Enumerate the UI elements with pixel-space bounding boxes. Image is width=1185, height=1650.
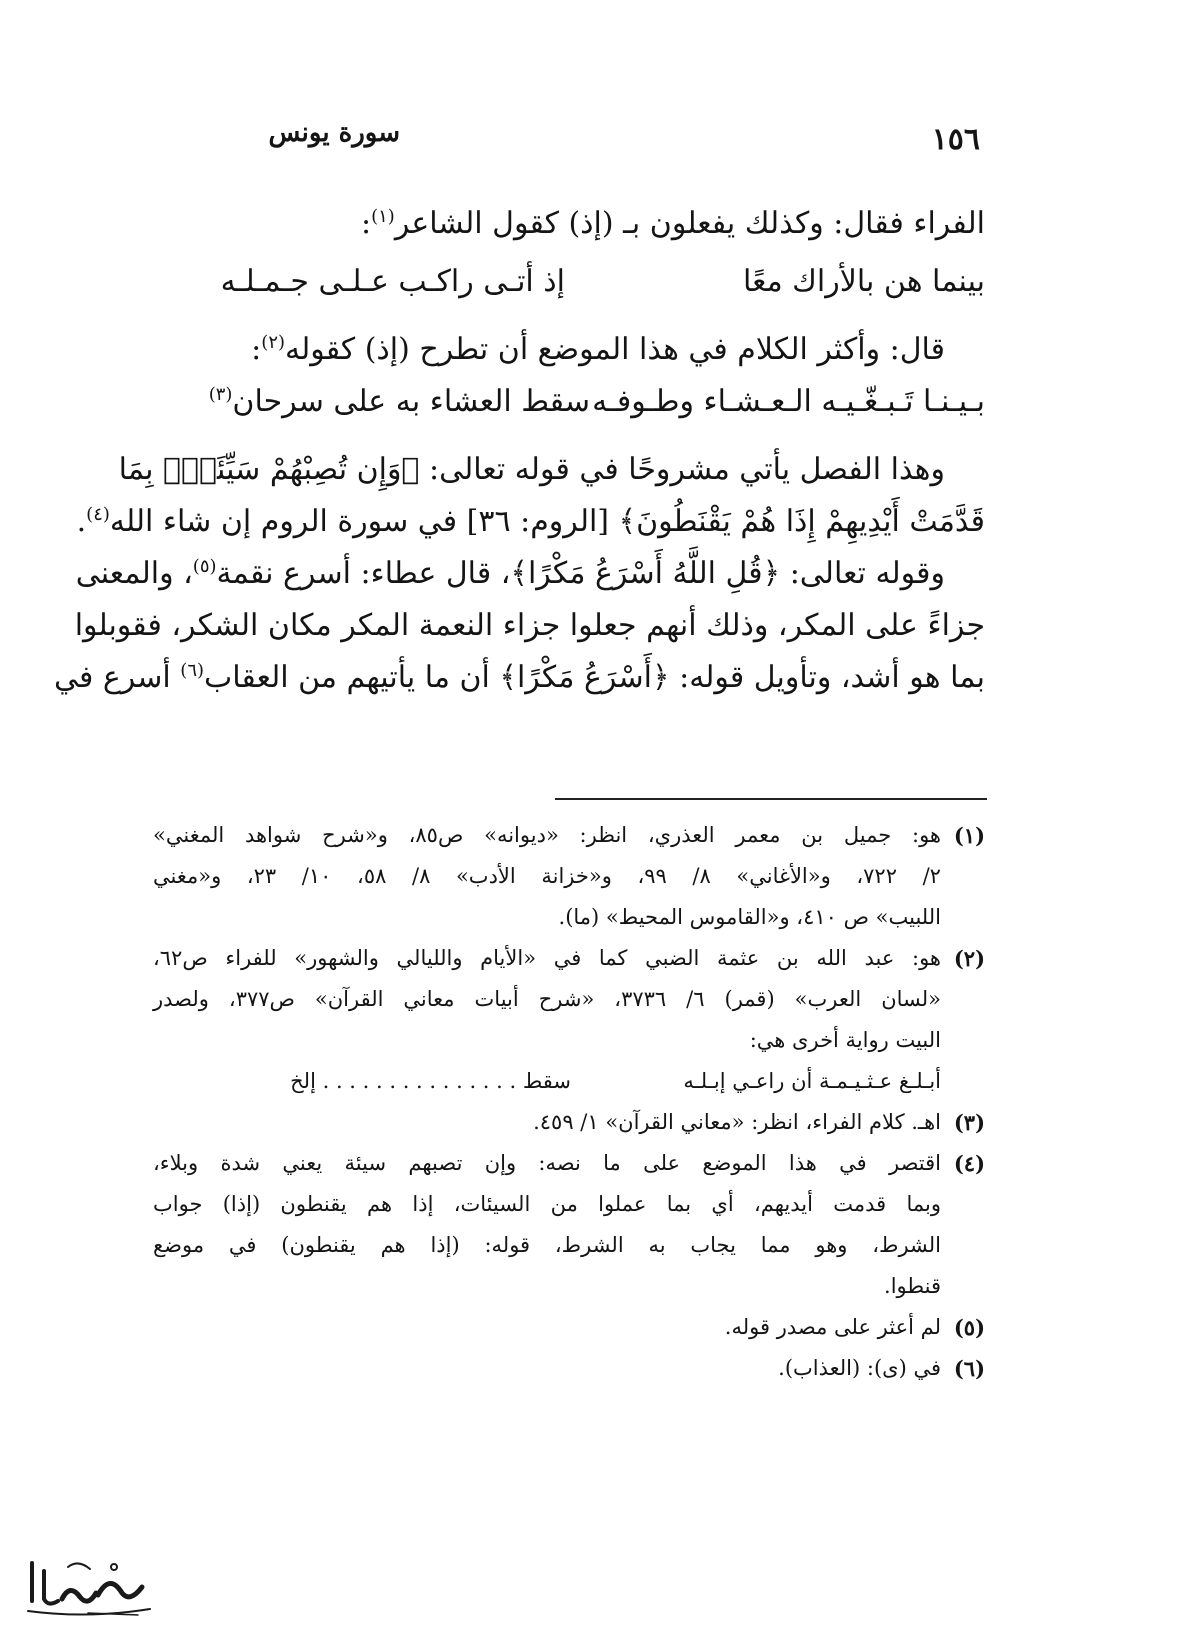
text-span: : — [251, 332, 262, 367]
footnote-ref-1[interactable]: (١) — [371, 206, 395, 227]
text-span: أن ما يأتيهم من العقاب — [204, 660, 500, 695]
verse-second-hemistich: سقط . . . . . . . . . . . . . . . إلخ — [290, 1069, 571, 1093]
footnote-number: (٥) — [953, 1315, 985, 1340]
page-number: ١٥٦ — [931, 122, 980, 157]
footnote-ref-5[interactable]: (٥) — [192, 556, 217, 577]
footnote-1 — [153, 815, 985, 938]
verse-first-hemistich: بينما هن بالأراك معًا — [742, 264, 985, 299]
main-text — [53, 198, 985, 704]
running-title: سورة يونس — [268, 118, 400, 148]
footnote-2 — [153, 938, 985, 1061]
verse-first-hemistich: أبـلـغ عـثـيـمـة أن راعـي إبـلـه — [683, 1069, 941, 1093]
footnote-line: في (ى): (العذاب). — [778, 1356, 941, 1380]
footnote-line: ٢/ ٧٢٢، و«الأغاني» ٨/ ٩٩، و«خزانة الأدب» ٨/ ٥٨، ١٠/ ٢٣، و«مغني — [153, 864, 941, 888]
footnote-line: قنطوا. — [884, 1274, 941, 1298]
stamp-logo-icon — [18, 1553, 158, 1628]
paragraph-line — [153, 324, 985, 376]
verse-first-hemistich: بـيـنـا تَـبـغّـيـه الـعـشـاء وطـوفـه — [592, 384, 985, 419]
footnote-line: لم أعثر على مصدر قوله. — [724, 1315, 941, 1339]
footnote-line: هو: جميل بن معمر العذري، انظر: «ديوانه» ص٨٥، و«شرح شواهد المغني» — [153, 823, 942, 847]
quran-verse: ﴿أَسْرَعُ مَكْرًا﴾ — [499, 660, 670, 695]
paragraph-line — [118, 444, 985, 496]
footnote-line: وبما قدمت أيديهم، أي بما عملوا من السيئات، إذا هم يقنطون (إذا) جواب — [153, 1192, 941, 1216]
quran-verse: ﴿قُلِ اللَّهُ أَسْرَعُ مَكْرًا﴾ — [510, 556, 781, 591]
footnote-line: اهـ. كلام الفراء، انظر: «معاني القرآن» ١/ ٤٥٩. — [533, 1110, 941, 1134]
footnote-number: (٦) — [953, 1356, 985, 1381]
verse-line — [153, 256, 985, 308]
text-span: . — [76, 504, 87, 539]
footnote-ref-6[interactable]: (٦) — [180, 660, 205, 681]
text-span: الفراء فقال: وكذلك يفعلون بـ (إذ) كقول الشاعر — [394, 206, 985, 241]
footnote-3 — [153, 1102, 985, 1143]
footnote-line: اللبيب» ص ٤١٠، و«القاموس المحيط» (ما). — [558, 905, 941, 929]
footnote-number: (٣) — [953, 1110, 985, 1135]
text-span: وقوله تعالى: — [780, 556, 945, 591]
text-span: : — [360, 206, 372, 241]
footnotes — [153, 815, 985, 1389]
footnote-line: البيت رواية أخرى هي: — [749, 1028, 941, 1052]
paragraph-line — [75, 548, 985, 600]
text-span: [الروم: ٣٦] في سورة الروم إن شاء الله — [109, 504, 619, 539]
text-span: ، قال عطاء: أسرع نقمة — [216, 556, 511, 591]
footnote-ref-2[interactable]: (٢) — [261, 332, 286, 353]
text-span: وهذا الفصل يأتي مشروحًا في قوله تعالى: — [419, 452, 945, 487]
footnote-number: (٢) — [953, 946, 985, 971]
text-span: بما هو أشد، وتأويل قوله: — [669, 660, 985, 695]
footnote-line: اقتصر في هذا الموضع على ما نصه: وإن تصبهم سيئة يعني شدة وبلاء، — [153, 1151, 941, 1175]
footnote-6 — [153, 1348, 985, 1389]
footnote-verse — [153, 1061, 985, 1102]
paragraph-line: جزاءً على المكر، وذلك أنهم جعلوا جزاء النعمة المكر مكان الشكر، فقوبلوا — [74, 608, 985, 643]
verse-second-hemistich: سقط العشاء به على سرحان — [232, 384, 590, 419]
text-span: أسرع في — [53, 660, 181, 695]
footnote-line: هو: عبد الله بن عثمة الضبي كما في «الأيام والليالي والشهور» للفراء ص٦٢، — [153, 946, 941, 970]
text-span: قال: وأكثر الكلام في هذا الموضع أن تطرح (إذ) كقوله — [285, 332, 945, 367]
footnote-line: «لسان العرب» (قمر) ٦/ ٣٧٣٦، «شرح أبيات معاني القرآن» ص٣٧٧، ولصدر — [153, 987, 941, 1011]
paragraph-line — [76, 496, 985, 548]
quran-verse: ﴿وَإِن تُصِبْهُمْ سَيِّئَةٌۢ بِمَا — [118, 452, 420, 487]
footnote-divider — [555, 798, 987, 800]
footnote-number: (١) — [953, 823, 985, 848]
footnote-line: الشرط، وهو مما يجاب به الشرط، قوله: (إذا هم يقنطون) في موضع — [153, 1233, 941, 1257]
quran-verse: قَدَّمَتْ أَيْدِيهِمْ إِذَا هُمْ يَقْنَطُونَ﴾ — [618, 504, 985, 539]
paragraph-line — [153, 198, 985, 250]
footnote-4 — [153, 1143, 985, 1307]
footnote-ref-3[interactable]: (٣) — [208, 384, 233, 405]
footnote-5 — [153, 1307, 985, 1348]
footnote-ref-4[interactable]: (٤) — [86, 504, 110, 525]
verse-line — [153, 376, 985, 428]
paragraph-line — [53, 652, 985, 704]
footnote-number: (٤) — [953, 1151, 985, 1176]
text-span: ، والمعنى — [75, 556, 193, 591]
verse-second-hemistich: إذ أتـى راكـب عـلـى جـمـلـه — [220, 264, 565, 299]
